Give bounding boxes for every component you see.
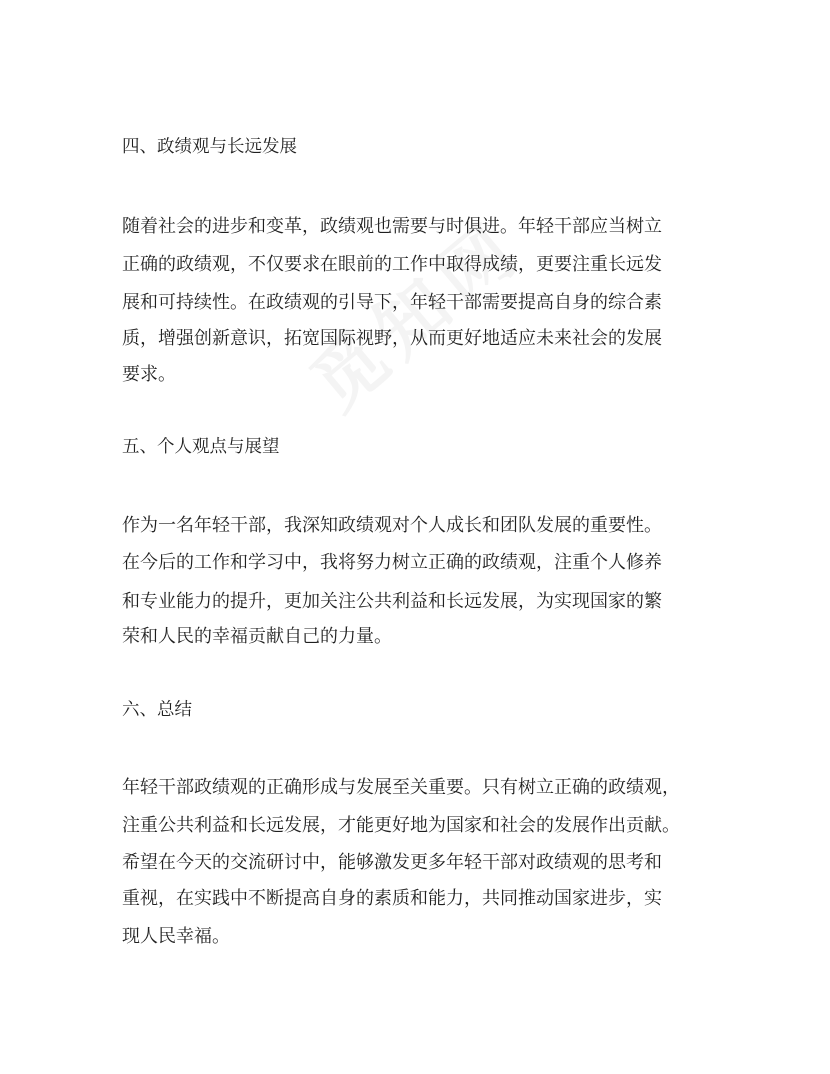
section-heading: 四、政绩观与长远发展 xyxy=(122,137,297,157)
paragraph-line: 注重公共利益和长远发展，才能更好地为国家和社会的发展作出贡献。 xyxy=(122,815,680,836)
paragraph-line: 要求。 xyxy=(122,364,176,385)
paragraph-line: 和专业能力的提升，更加关注公共利益和长远发展，为实现国家的繁 xyxy=(122,591,662,612)
paragraph-line: 在今后的工作和学习中，我将努力树立正确的政绩观，注重个人修养 xyxy=(122,552,662,573)
paragraph-line: 随着社会的进步和变革，政绩观也需要与时俱进。年轻干部应当树立 xyxy=(122,216,662,237)
paragraph-line: 作为一名年轻干部，我深知政绩观对个人成长和团队发展的重要性。 xyxy=(122,515,662,536)
paragraph-line: 质，增强创新意识，拓宽国际视野，从而更好地适应未来社会的发展 xyxy=(122,328,662,349)
paragraph-line: 荣和人民的幸福贡献自己的力量。 xyxy=(122,626,392,647)
paragraph-line: 重视，在实践中不断提高自身的素质和能力，共同推动国家进步，实 xyxy=(122,888,662,909)
section-heading: 五、个人观点与展望 xyxy=(122,437,280,457)
paragraph-line: 展和可持续性。在政绩观的引导下，年轻干部需要提高自身的综合素 xyxy=(122,292,662,313)
paragraph-line: 年轻干部政绩观的正确形成与发展至关重要。只有树立正确的政绩观， xyxy=(122,777,680,798)
paragraph-line: 现人民幸福。 xyxy=(122,926,230,947)
paragraph-line: 希望在今天的交流研讨中，能够激发更多年轻干部对政绩观的思考和 xyxy=(122,852,662,873)
paragraph-line: 正确的政绩观，不仅要求在眼前的工作中取得成绩，更要注重长远发 xyxy=(122,254,662,275)
section-heading: 六、总结 xyxy=(122,700,192,720)
